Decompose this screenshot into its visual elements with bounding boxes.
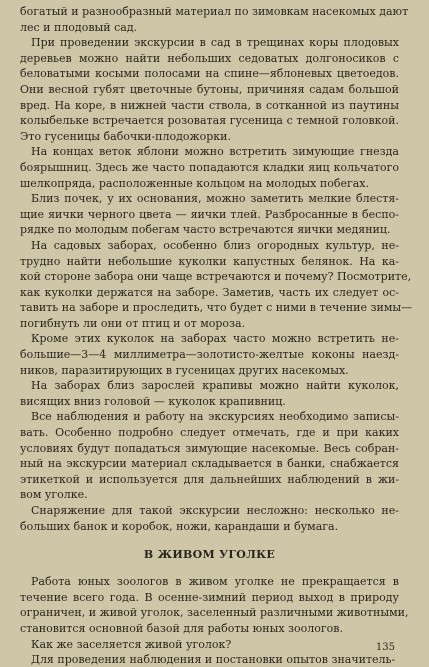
text-line: тавить на заборе и проследить, что будет с ними в течение зимы— — [20, 301, 413, 315]
text-line: ный на экскурсии материал складывается в банки, снабжается — [20, 457, 399, 471]
text-line: При проведении экскурсии в сад в трещинах коры плодовых — [31, 36, 399, 50]
paragraph — [20, 238, 413, 332]
text-line: Как же заселяется живой уголок? — [31, 637, 232, 651]
text-line: щие яички черного цвета — яички тлей. Разбросанные в беспо- — [20, 207, 399, 221]
text-line: условиях будут попадаться зимующие насекомые. Весь собран- — [20, 441, 399, 455]
text-line: как куколки держатся на заборе. Заметив, часть их следует ос- — [20, 285, 399, 299]
text-line: висящих вниз головой — куколок крапивниц. — [20, 394, 286, 408]
body-text-top — [20, 4, 413, 534]
text-line: богатый и разнообразный материал по зимовкам насекомых дают — [20, 5, 409, 18]
text-line: Они весной губят цветочные бутоны, причиняя садам большой — [20, 82, 399, 96]
text-line: рядке по молодым побегам часто встречаются яички медяниц. — [20, 223, 391, 237]
text-line: погибнуть ли они от птиц и от мороза. — [20, 316, 246, 330]
paragraph — [20, 35, 399, 144]
text-line: Близ почек, у их основания, можно заметить мелкие блестя- — [31, 192, 399, 206]
page-number: 135 — [375, 642, 395, 653]
text-line: ограничен, и живой уголок, заселенный различными животными, — [20, 606, 409, 620]
text-line: трудно найти небольшие куколки капустных белянок. На ка- — [20, 254, 399, 268]
text-line: Это гусеницы бабочки-плодожорки. — [20, 129, 231, 143]
text-line: На концах веток яблони можно встретить зимующие гнезда — [31, 145, 399, 159]
text-line: колыбельке встречается розоватая гусеница с темной головкой. — [20, 114, 399, 128]
text-line: Снаряжение для такой экскурсии несложно: несколько не- — [31, 504, 399, 517]
text-line: шелкопряда, расположенные кольцом на молодых побегах. — [20, 176, 369, 190]
paragraph — [20, 4, 409, 35]
text-line: этикеткой и используется для дальнейших наблюдений в жи- — [20, 472, 399, 486]
text-line: Для проведения наблюдения и постановки опытов значитель- — [31, 653, 396, 667]
paragraph — [20, 409, 399, 503]
paragraph — [20, 637, 399, 653]
text-line: Работа юных зоологов в живом уголке не прекращается в — [31, 575, 399, 589]
paragraph — [20, 652, 399, 667]
body-text-bottom — [20, 574, 409, 667]
text-line: На заборах близ зарослей крапивы можно найти куколок, — [31, 379, 399, 393]
paragraph — [20, 331, 399, 378]
paragraph — [20, 144, 399, 191]
text-line: деревьев можно найти небольших седоватых долгоносиков с — [20, 51, 399, 65]
text-line: Все наблюдения и работу на экскурсиях необходимо записы- — [31, 410, 399, 424]
text-line: вред. На коре, в нижней части ствола, в сотканной из паутины — [20, 98, 399, 112]
paragraph — [20, 191, 399, 238]
text-line: беловатыми косыми полосами на спине—яблоневых цветоедов. — [20, 67, 399, 81]
paragraph — [20, 378, 399, 409]
paragraph — [20, 503, 399, 534]
text-line: ников, паразитирующих в гусеницах других насекомых. — [20, 363, 349, 377]
paragraph — [20, 574, 409, 636]
text-line: становится основной базой для работы юных зоологов. — [20, 621, 343, 635]
text-line: Кроме этих куколок на заборах часто можно встретить не- — [31, 332, 399, 346]
text-line: лес и плодовый сад. — [20, 20, 138, 34]
text-line: кой стороне забора они чаще встречаются и почему? Посмотрите, — [20, 270, 412, 284]
text-line: большие—3—4 миллиметра—золотисто-желтые коконы наезд- — [20, 348, 399, 362]
text-line: вать. Особенно подробно следует отмечать, где и при каких — [20, 426, 399, 440]
text-line: вом уголке. — [20, 488, 88, 502]
text-line: На садовых заборах, особенно близ огородных культур, не- — [31, 238, 399, 252]
text-line: больших банок и коробок, ножи, карандаши и бумага. — [20, 519, 339, 533]
text-line: боярышниц. Здесь же часто попадаются кладки яиц кольчатого — [20, 160, 399, 174]
section-heading: В ЖИВОМ УГОЛКЕ — [143, 548, 276, 562]
text-line: течение всего года. В осенне-зимний период выход в природу — [20, 590, 399, 604]
